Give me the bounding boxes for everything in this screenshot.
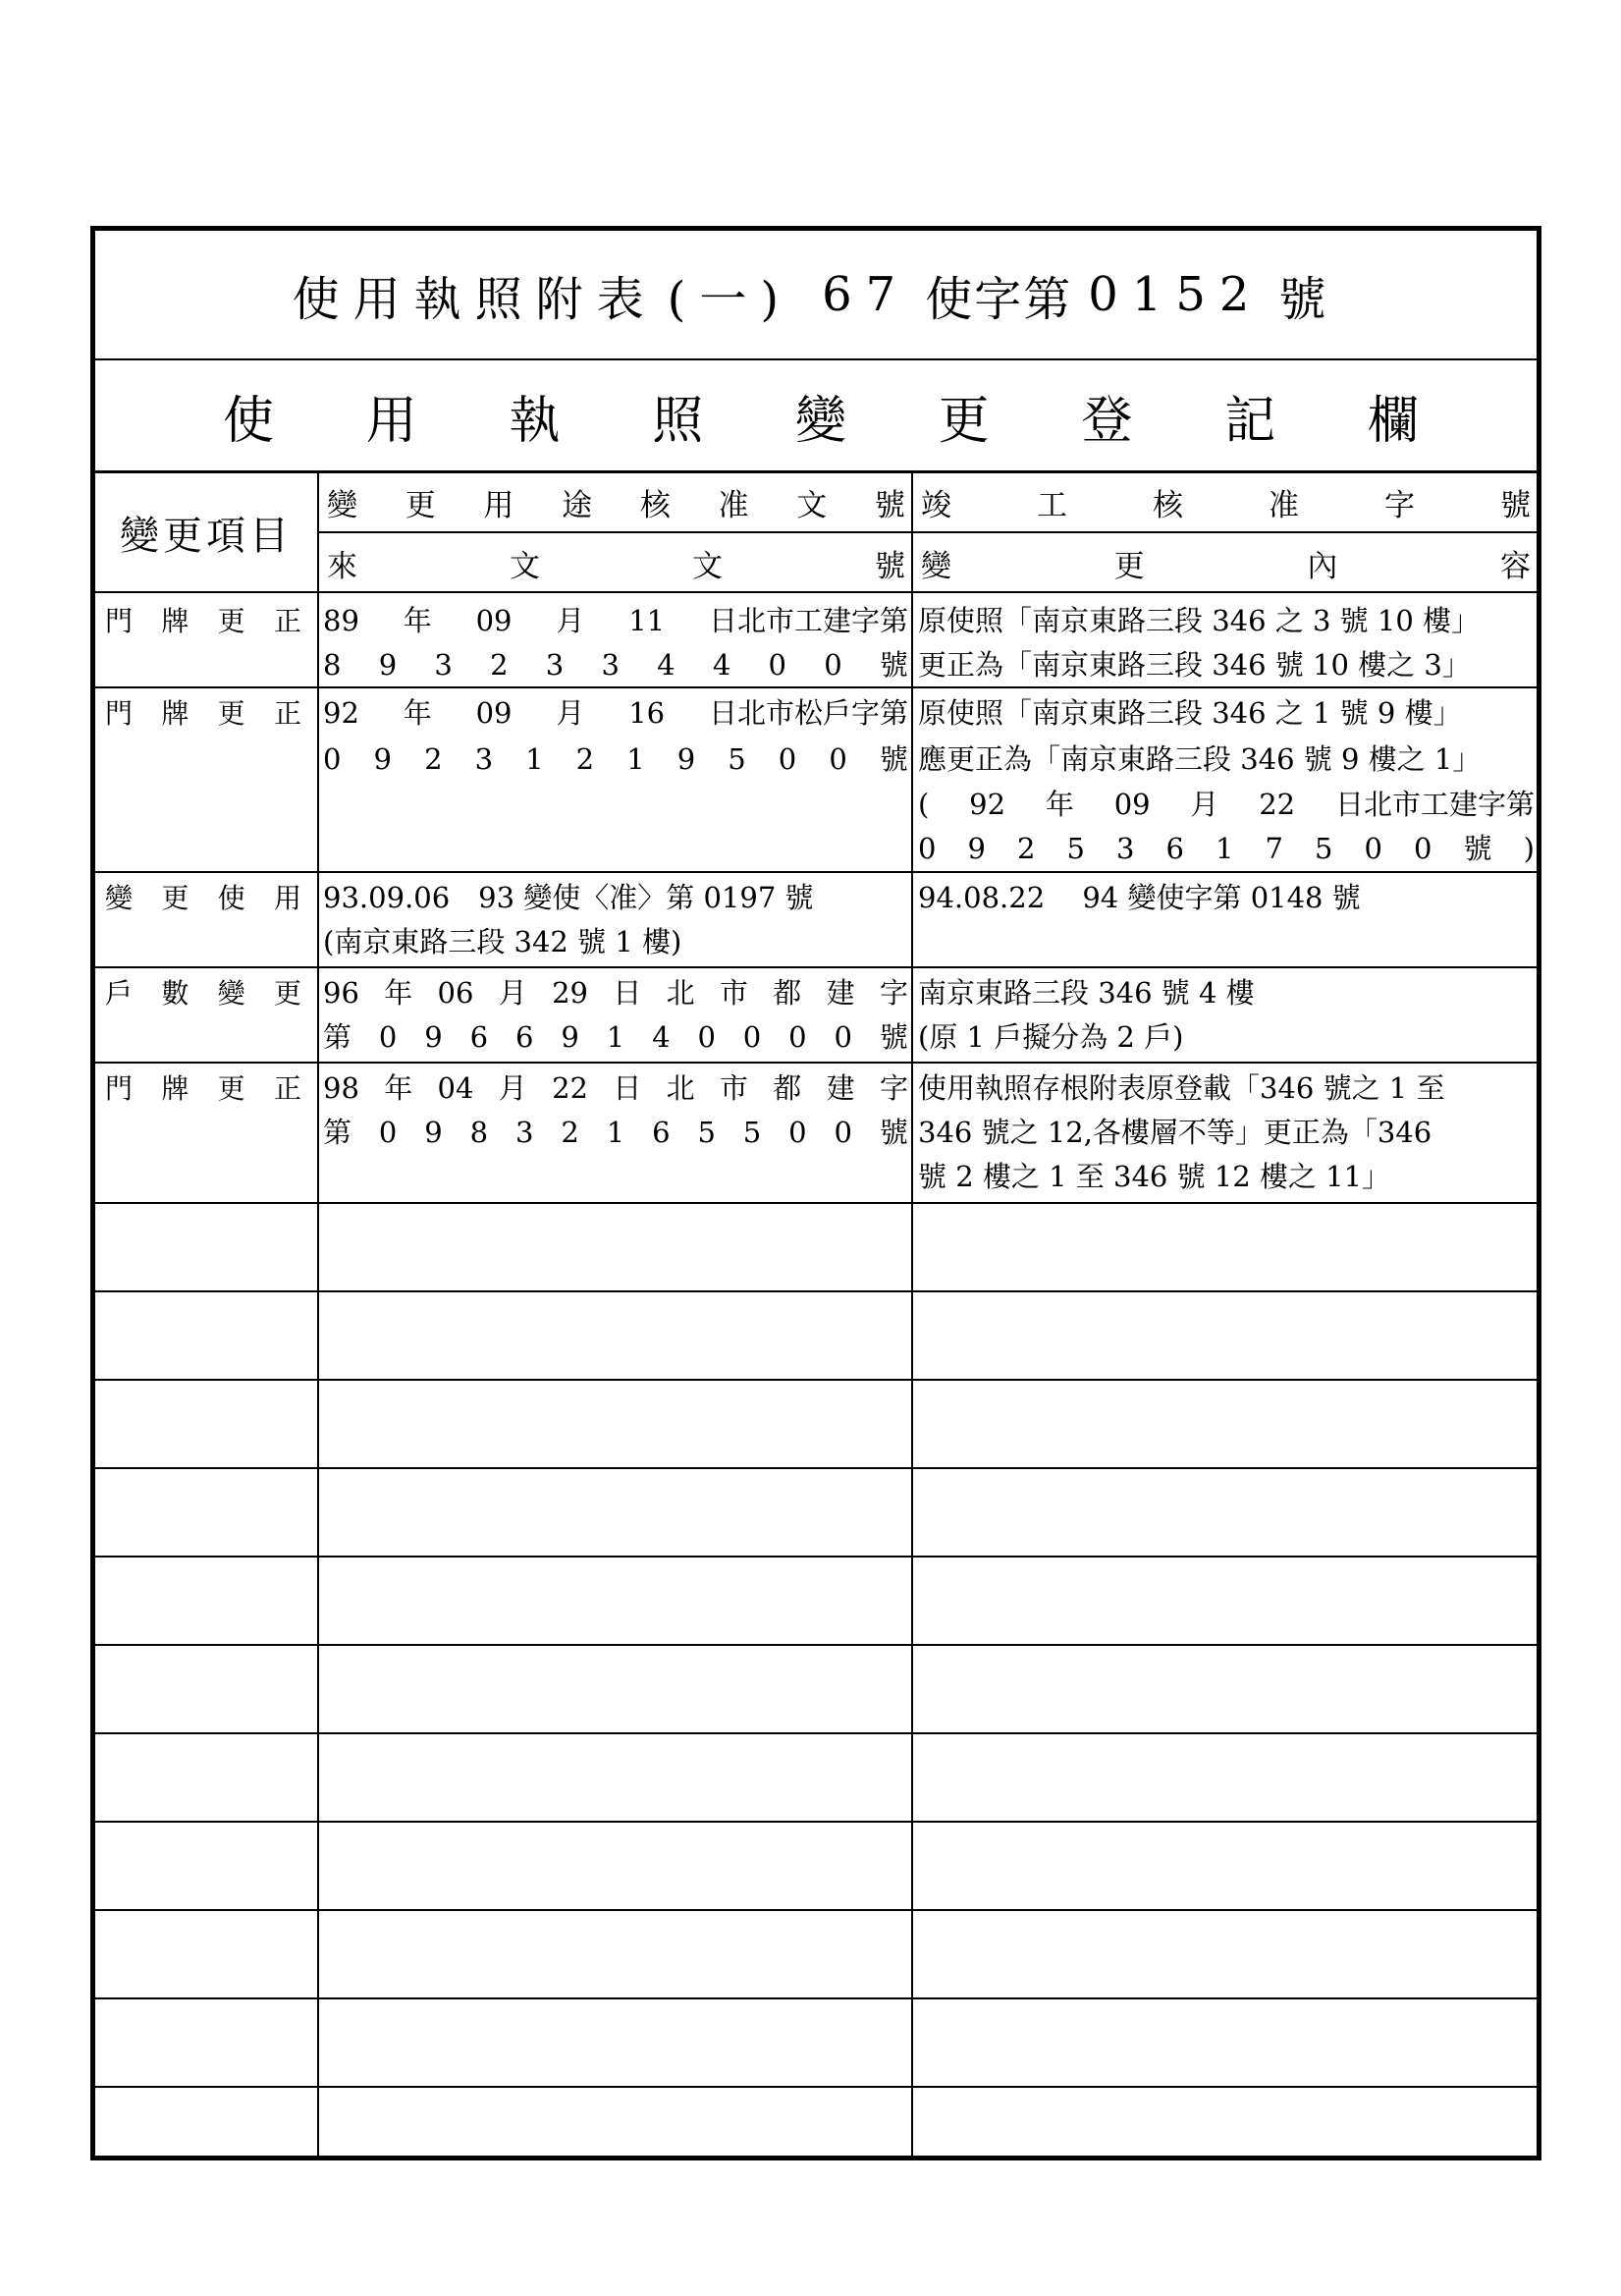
doc-char: 6 [652, 1116, 671, 1149]
doc-char: 0 [829, 742, 847, 776]
entry-4-doc-line1 [323, 971, 908, 1015]
form-title [95, 231, 1537, 360]
header-char: 准 [1269, 488, 1299, 523]
content-char: 2 [1017, 832, 1036, 865]
doc-char: 日 [613, 976, 642, 1010]
content-char: 年 [1045, 788, 1074, 821]
entry-3-doc-line1: 93.09.06 93 變使〈准〉第 0197 號 [323, 881, 814, 914]
item-char: 正 [273, 697, 301, 730]
entry-2-doc-line2 [323, 738, 908, 782]
doc-char: 0 [834, 1116, 852, 1149]
title-paren: (一) [667, 271, 793, 327]
doc-char: 1 [626, 742, 645, 776]
doc-char: 6 [469, 1020, 489, 1054]
doc-char: 9 [373, 742, 392, 776]
doc-char: 96 [323, 976, 359, 1010]
doc-char: 9 [676, 742, 696, 776]
content-char: 1 [1216, 832, 1234, 865]
empty-row-separator [95, 2086, 1537, 2088]
header-char: 核 [1153, 488, 1183, 523]
item-char: 更 [217, 605, 245, 637]
content-char: ( [918, 788, 930, 821]
content-char: 7 [1265, 832, 1283, 865]
entry-1-doc-line1 [323, 599, 908, 643]
entry-2-item [95, 691, 301, 736]
doc-char: 都 [773, 976, 802, 1010]
doc-char: 2 [424, 742, 443, 776]
content-char: 5 [1066, 832, 1085, 865]
doc-char: 0 [697, 1020, 716, 1054]
item-char: 使 [217, 882, 245, 914]
doc-char: 3 [474, 742, 494, 776]
content-char: 0 [918, 832, 937, 865]
item-char: 正 [273, 1072, 301, 1105]
doc-char: 第 [323, 1116, 352, 1149]
entry-5-doc-line1 [323, 1066, 908, 1111]
entry-2-content-line2: 應更正為「南京東路三段 346 號 9 樓之 1」 [918, 742, 1482, 776]
header-char: 號 [1500, 488, 1531, 523]
row-separator [95, 871, 1537, 873]
subtitle-char: 用 [365, 391, 417, 451]
doc-char: 0 [742, 1020, 762, 1054]
content-char: 6 [1165, 832, 1184, 865]
doc-char: 0 [378, 1116, 398, 1149]
header-char: 更 [405, 488, 436, 523]
row-separator [95, 1202, 1537, 1204]
doc-char: 29 [552, 976, 588, 1010]
doc-char: 日北市松戶字第 [708, 696, 908, 730]
doc-char: 月 [556, 604, 585, 637]
doc-char: 3 [545, 648, 565, 682]
doc-char: 4 [712, 648, 731, 682]
doc-char: 0 [768, 648, 786, 682]
doc-char: 16 [628, 696, 666, 730]
header-char: 來 [327, 549, 357, 584]
doc-char: 09 [475, 696, 513, 730]
content-char: 日北市工建字第 [1334, 788, 1535, 821]
column-divider-2 [911, 593, 913, 2156]
entry-4-content-line1: 南京東路三段 346 號 4 樓 [918, 976, 1255, 1010]
subtitle-char: 執 [509, 391, 561, 451]
subtitle-chars [95, 360, 1537, 470]
empty-row-separator [95, 1644, 1537, 1646]
item-char: 門 [105, 697, 134, 730]
empty-row-separator [95, 1997, 1537, 1999]
doc-char: 9 [424, 1020, 443, 1054]
header-char: 更 [1113, 549, 1145, 584]
empty-row-separator [95, 1909, 1537, 1911]
doc-char: 號 [879, 742, 908, 776]
item-char: 用 [273, 882, 301, 914]
item-char: 牌 [161, 1072, 189, 1105]
header-char: 文 [510, 549, 540, 584]
doc-char: 號 [879, 648, 908, 682]
doc-char: 0 [834, 1020, 852, 1054]
entry-5-item [95, 1066, 301, 1111]
entry-1-doc-line2 [323, 643, 908, 687]
title-char: 執 [413, 271, 475, 327]
content-char: 5 [1315, 832, 1333, 865]
doc-char: 89 [323, 604, 359, 637]
subtitle-char: 使 [223, 391, 275, 451]
header-char: 號 [875, 549, 905, 584]
doc-char: 4 [652, 1020, 671, 1054]
row-separator [95, 1062, 1537, 1064]
doc-char: 3 [515, 1116, 534, 1149]
doc-char: 0 [824, 648, 842, 682]
entry-1-item [95, 599, 301, 643]
item-char: 門 [105, 605, 134, 637]
doc-char: 月 [556, 696, 585, 730]
doc-char: 建 [826, 976, 855, 1010]
doc-char: 9 [424, 1116, 443, 1149]
row-separator [95, 966, 1537, 968]
header-char: 變 [921, 549, 951, 584]
content-char: 月 [1190, 788, 1219, 821]
doc-char: 2 [561, 1116, 579, 1149]
doc-char: 月 [498, 1071, 527, 1105]
header-char: 文 [692, 549, 723, 584]
doc-char: 月 [498, 976, 527, 1010]
header-completion-number [913, 473, 1537, 533]
item-char: 更 [217, 1072, 245, 1105]
header-incoming-doc-number [319, 533, 913, 593]
title-char: 附 [535, 271, 597, 327]
doc-char: 9 [378, 648, 398, 682]
item-char: 門 [105, 1072, 134, 1105]
column-divider-1 [317, 593, 319, 2156]
doc-char: 11 [628, 604, 666, 637]
doc-char: 22 [552, 1071, 588, 1105]
header-char: 字 [1384, 488, 1415, 523]
doc-char: 8 [469, 1116, 489, 1149]
header-char: 變 [327, 488, 357, 523]
header-char: 容 [1499, 549, 1531, 584]
doc-char: 市 [719, 1071, 748, 1105]
entry-3-doc-line2: (南京東路三段 342 號 1 樓) [323, 925, 682, 958]
title-middle: 使字第 [925, 271, 1073, 327]
entry-3-item [95, 876, 301, 920]
entry-5-content-line1: 使用執照存根附表原登載「346 號之 1 至 [918, 1071, 1445, 1105]
doc-char: 北 [666, 976, 695, 1010]
doc-char: 0 [323, 742, 342, 776]
content-char: 9 [967, 832, 986, 865]
item-char: 更 [217, 697, 245, 730]
doc-char: 市 [719, 976, 748, 1010]
subtitle-char: 欄 [1367, 391, 1419, 451]
doc-char: 0 [378, 1020, 398, 1054]
entry-1-content-line1: 原使照「南京東路三段 346 之 3 號 10 樓」 [918, 604, 1481, 637]
table-body [95, 593, 1537, 2156]
item-char: 戶 [105, 977, 134, 1010]
doc-char: 北 [666, 1071, 695, 1105]
doc-char: 6 [515, 1020, 534, 1054]
subtitle-char: 登 [1081, 391, 1133, 451]
doc-char: 09 [475, 604, 513, 637]
title-char: 表 [596, 271, 658, 327]
header-char: 內 [1307, 549, 1338, 584]
doc-char: 日 [613, 1071, 642, 1105]
entry-3-content-line1: 94.08.22 94 變使字第 0148 號 [918, 881, 1361, 914]
doc-char: 號 [879, 1020, 908, 1054]
content-char: ) [1523, 832, 1535, 865]
header-item-column: 變更項目 [95, 473, 319, 591]
content-char: 0 [1364, 832, 1382, 865]
form-subtitle [95, 360, 1537, 473]
entry-2-content-line1: 原使照「南京東路三段 346 之 1 號 9 樓」 [918, 696, 1462, 730]
header-char: 用 [483, 488, 514, 523]
doc-char: 建 [826, 1071, 855, 1105]
doc-char: 9 [561, 1020, 579, 1054]
content-char: 0 [1414, 832, 1432, 865]
empty-row-separator [95, 1467, 1537, 1469]
item-char: 變 [217, 977, 245, 1010]
table-header [95, 473, 1537, 593]
entry-4-item [95, 971, 301, 1015]
doc-char: 98 [323, 1071, 359, 1105]
item-char: 牌 [161, 697, 189, 730]
doc-char: 3 [601, 648, 620, 682]
entry-2-doc-line1 [323, 691, 908, 736]
row-separator [95, 686, 1537, 688]
entry-5-content-line3: 號 2 樓之 1 至 346 號 12 樓之 11」 [918, 1160, 1391, 1193]
doc-char: 5 [742, 1116, 762, 1149]
doc-char: 字 [879, 976, 908, 1010]
doc-char: 年 [403, 696, 432, 730]
empty-row-separator [95, 1290, 1537, 1292]
content-char: 92 [969, 788, 1006, 821]
item-char: 更 [273, 977, 301, 1010]
header-char: 工 [1037, 488, 1067, 523]
doc-char: 8 [323, 648, 342, 682]
title-number: 67 [822, 267, 910, 322]
entry-4-doc-line2 [323, 1015, 908, 1060]
doc-char: 5 [728, 742, 746, 776]
doc-char: 年 [384, 976, 413, 1010]
subtitle-char: 照 [652, 391, 704, 451]
doc-char: 號 [879, 1116, 908, 1149]
empty-row-separator [95, 1379, 1537, 1381]
entry-2-content-line4 [918, 827, 1535, 871]
title-suffix: 號 [1278, 271, 1340, 327]
title-chars [293, 261, 658, 329]
header-change-content [913, 533, 1537, 593]
doc-char: 1 [525, 742, 544, 776]
entry-5-content-line2: 346 號之 12,各樓層不等」更正為「346 [918, 1116, 1432, 1149]
entry-2-content-line3 [918, 783, 1535, 827]
title-char: 照 [474, 271, 536, 327]
title-char: 用 [352, 271, 414, 327]
subtitle-char: 記 [1224, 391, 1276, 451]
doc-char: 年 [403, 604, 432, 637]
doc-char: 04 [437, 1071, 474, 1105]
doc-char: 2 [575, 742, 595, 776]
content-char: 3 [1116, 832, 1135, 865]
empty-row-separator [95, 1556, 1537, 1558]
doc-char: 4 [657, 648, 675, 682]
content-char: 22 [1259, 788, 1296, 821]
doc-char: 第 [323, 1020, 352, 1054]
doc-char: 5 [697, 1116, 716, 1149]
doc-char: 1 [606, 1116, 625, 1149]
permit-attachment-form [90, 226, 1541, 2160]
header-approval-doc-number [319, 473, 913, 533]
item-char: 牌 [161, 605, 189, 637]
header-char: 文 [796, 488, 828, 523]
doc-char: 0 [788, 1020, 807, 1054]
header-char: 核 [639, 488, 671, 523]
doc-char: 2 [490, 648, 509, 682]
content-char: 號 [1463, 832, 1492, 865]
doc-char: 0 [788, 1116, 807, 1149]
doc-char: 06 [437, 976, 474, 1010]
subtitle-char: 變 [794, 391, 846, 451]
doc-char: 3 [434, 648, 453, 682]
header-char: 途 [562, 488, 593, 523]
item-char: 正 [273, 605, 301, 637]
entry-1-content-line2: 更正為「南京東路三段 346 號 10 樓之 3」 [918, 648, 1471, 682]
item-char: 更 [161, 882, 189, 914]
title-serial: 0152 [1088, 267, 1264, 322]
empty-row-separator [95, 1821, 1537, 1823]
doc-char: 0 [778, 742, 797, 776]
header-char: 准 [718, 488, 749, 523]
title-char: 使 [292, 271, 353, 327]
header-char: 竣 [921, 488, 951, 523]
doc-char: 92 [323, 696, 359, 730]
header-char: 號 [874, 488, 905, 523]
subtitle-char: 更 [938, 391, 990, 451]
content-char: 09 [1113, 788, 1151, 821]
doc-char: 都 [773, 1071, 802, 1105]
entry-5-doc-line2 [323, 1111, 908, 1155]
doc-char: 1 [606, 1020, 625, 1054]
doc-char: 字 [879, 1071, 908, 1105]
empty-row-separator [95, 1732, 1537, 1734]
item-char: 變 [105, 882, 134, 914]
item-char: 數 [161, 977, 189, 1010]
entry-4-content-line2: (原 1 戶擬分為 2 戶) [918, 1020, 1184, 1054]
doc-char: 年 [384, 1071, 413, 1105]
doc-char: 日北市工建字第 [708, 604, 908, 637]
